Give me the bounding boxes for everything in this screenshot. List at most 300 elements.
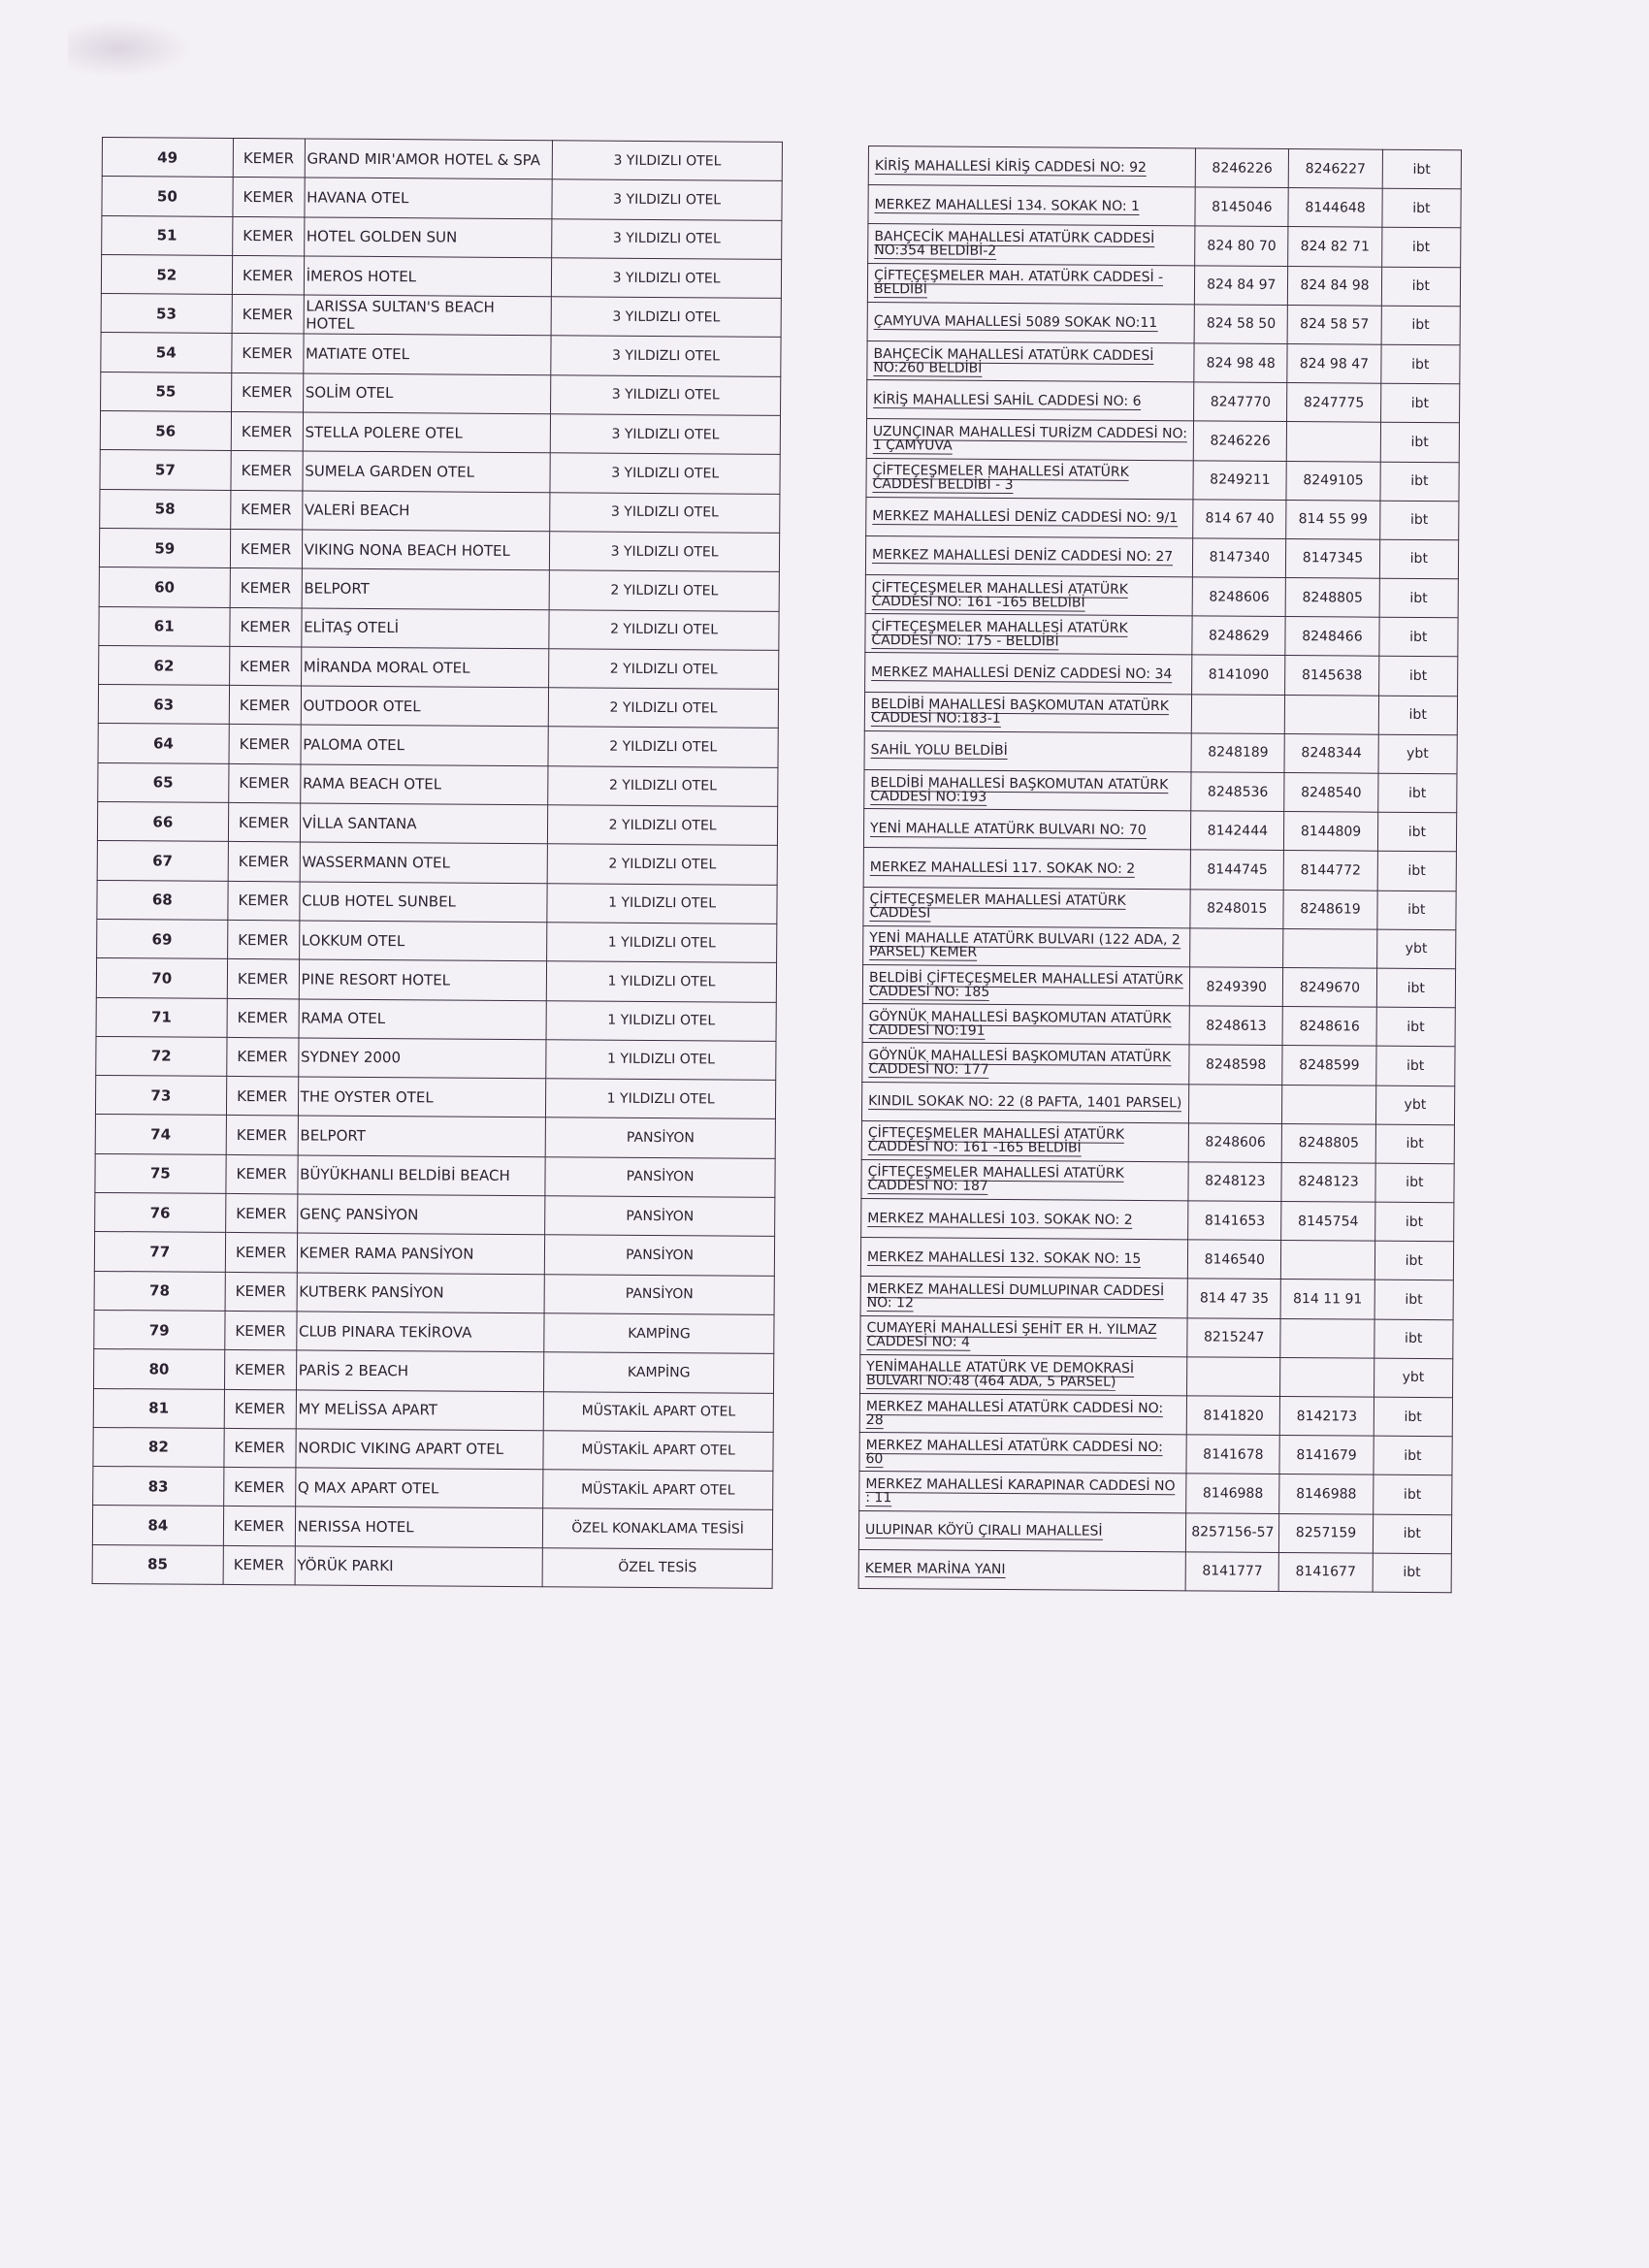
fax-cell: 8248616 xyxy=(1282,1007,1375,1047)
phone-cell: 8248598 xyxy=(1189,1045,1282,1085)
facility-name-cell: KEMER RAMA PANSİYON xyxy=(297,1233,545,1274)
district-cell: KEMER xyxy=(233,138,305,178)
category-cell: MÜSTAKİL APART OTEL xyxy=(543,1431,773,1472)
facility-row xyxy=(97,841,777,885)
address-row xyxy=(860,1315,1453,1358)
facility-name-cell: MİRANDA MORAL OTEL xyxy=(301,647,549,688)
address-cell xyxy=(868,224,1195,266)
facility-name-cell: ELİTAŞ OTELİ xyxy=(301,608,549,649)
facility-name-cell: CLUB HOTEL SUNBEL xyxy=(299,882,547,923)
phone-cell: 8145046 xyxy=(1195,187,1288,227)
phone-cell: 8144745 xyxy=(1190,850,1283,890)
facility-name-cell: BÜYÜKHANLI BELDİBİ BEACH xyxy=(298,1155,546,1196)
district-cell: KEMER xyxy=(225,1154,297,1194)
address-row xyxy=(865,575,1458,618)
phone-cell: 8248536 xyxy=(1191,772,1284,812)
address-row xyxy=(867,340,1460,383)
row-number: 58 xyxy=(100,489,231,529)
district-cell: KEMER xyxy=(223,1468,295,1507)
address-row xyxy=(864,769,1457,812)
facility-row xyxy=(94,1271,774,1314)
address-text: BELDİBİ MAHALLESİ BAŞKOMUTAN ATATÜRK CADDESİ NO:183-1 xyxy=(870,697,1169,728)
fax-cell xyxy=(1280,1318,1374,1358)
address-row xyxy=(858,1549,1451,1592)
facility-name-cell: STELLA POLERE OTEL xyxy=(303,412,551,453)
fax-cell: 8141679 xyxy=(1279,1436,1373,1475)
phone-cell xyxy=(1190,928,1283,968)
type-cell: ibt xyxy=(1374,1241,1454,1280)
fax-cell: 824 58 57 xyxy=(1287,305,1380,344)
fax-cell: 8144648 xyxy=(1288,188,1381,228)
facility-row xyxy=(99,567,779,611)
category-cell: 1 YILDIZLI OTEL xyxy=(547,883,777,923)
address-table xyxy=(858,146,1462,1593)
fax-cell xyxy=(1281,1241,1374,1280)
row-number: 57 xyxy=(100,450,231,490)
phone-cell xyxy=(1189,1084,1282,1123)
facility-name-cell: VIKING NONA BEACH HOTEL xyxy=(302,530,550,570)
address-row xyxy=(861,1082,1454,1124)
address-cell xyxy=(866,419,1193,461)
address-row xyxy=(867,302,1460,344)
phone-cell xyxy=(1187,1357,1280,1397)
address-row xyxy=(868,185,1461,228)
facility-name-cell: Q MAX APART OTEL xyxy=(295,1468,543,1508)
facility-name-cell: LARISSA SULTAN'S BEACH HOTEL xyxy=(304,295,552,336)
type-cell: ibt xyxy=(1373,1553,1452,1593)
address-row xyxy=(860,1354,1453,1397)
type-cell: ibt xyxy=(1377,773,1457,813)
phone-cell: 8142444 xyxy=(1191,811,1284,851)
facility-row xyxy=(93,1467,773,1510)
district-cell: KEMER xyxy=(226,1037,298,1077)
district-cell: KEMER xyxy=(224,1389,296,1429)
row-number: 53 xyxy=(101,294,232,334)
type-cell: ibt xyxy=(1381,228,1461,268)
address-text: MERKEZ MAHALLESİ DENİZ CADDESİ NO: 34 xyxy=(871,664,1173,683)
district-cell: KEMER xyxy=(228,763,300,803)
row-number: 71 xyxy=(96,997,227,1037)
address-row xyxy=(865,535,1458,578)
row-number: 85 xyxy=(92,1544,223,1584)
fax-cell: 8248540 xyxy=(1284,773,1377,813)
facility-row xyxy=(102,177,782,220)
category-cell: 3 YILDIZLI OTEL xyxy=(552,179,782,220)
address-text: UZUNÇINAR MAHALLESİ TURİZM CADDESİ NO: 1 ÇAMYUVA xyxy=(872,423,1188,454)
district-cell: KEMER xyxy=(227,998,299,1038)
address-row xyxy=(867,380,1460,423)
category-cell: KAMPİNG xyxy=(544,1352,774,1393)
district-cell: KEMER xyxy=(231,412,303,452)
address-row xyxy=(859,1433,1452,1475)
district-cell: KEMER xyxy=(227,881,299,921)
facility-row xyxy=(99,528,779,571)
phone-cell xyxy=(1191,694,1284,733)
address-text: SAHİL YOLU BELDİBİ xyxy=(870,742,1008,760)
address-row xyxy=(858,1510,1451,1553)
category-cell: 1 YILDIZLI OTEL xyxy=(546,1079,776,1119)
phone-cell: 8248189 xyxy=(1191,733,1284,773)
phone-cell: 8248606 xyxy=(1188,1123,1281,1163)
district-cell: KEMER xyxy=(225,1272,297,1312)
facility-name-cell: NERISSA HOTEL xyxy=(295,1507,543,1547)
facility-row xyxy=(95,1115,775,1158)
address-cell xyxy=(865,653,1192,695)
type-cell: ibt xyxy=(1374,1202,1454,1242)
address-cell xyxy=(866,497,1193,538)
row-number: 62 xyxy=(99,645,230,685)
fax-cell: 824 82 71 xyxy=(1288,227,1381,267)
district-cell: KEMER xyxy=(225,1193,297,1233)
phone-cell: 8248629 xyxy=(1192,616,1285,656)
address-row xyxy=(859,1472,1452,1514)
address-cell xyxy=(861,1120,1188,1162)
district-cell: KEMER xyxy=(230,529,302,568)
row-number: 82 xyxy=(93,1427,224,1467)
row-number: 63 xyxy=(98,685,229,725)
fax-cell: 8142173 xyxy=(1280,1396,1374,1436)
facility-row xyxy=(101,294,781,338)
address-row xyxy=(865,653,1458,696)
address-text: ULUPINAR KÖYÜ ÇIRALI MAHALLESİ xyxy=(864,1522,1103,1539)
address-text: MERKEZ MAHALLESİ 134. SOKAK NO: 1 xyxy=(874,196,1141,214)
facility-row xyxy=(93,1427,773,1471)
fax-cell: 8249105 xyxy=(1286,461,1379,501)
address-cell xyxy=(862,1043,1189,1085)
row-number: 69 xyxy=(97,919,228,958)
facility-table-body xyxy=(92,138,782,1589)
address-row xyxy=(862,1004,1455,1047)
district-cell: KEMER xyxy=(223,1545,295,1585)
category-cell: 1 YILDIZLI OTEL xyxy=(546,1040,776,1081)
address-row xyxy=(864,692,1457,734)
facility-name-cell: CLUB PINARA TEKİROVA xyxy=(296,1312,544,1352)
fax-cell: 8248466 xyxy=(1285,617,1378,657)
facility-name-cell: YÖRÜK PARKI xyxy=(295,1546,543,1587)
type-cell: ibt xyxy=(1377,812,1457,852)
district-cell: KEMER xyxy=(231,334,303,373)
address-cell xyxy=(859,1472,1186,1513)
address-cell xyxy=(862,964,1189,1006)
fax-cell: 8257159 xyxy=(1279,1513,1373,1553)
category-cell: 3 YILDIZLI OTEL xyxy=(550,492,780,533)
row-number: 55 xyxy=(101,372,232,411)
facility-name-cell: THE OYSTER OTEL xyxy=(298,1077,546,1118)
address-cell xyxy=(863,925,1190,967)
fax-cell: 814 11 91 xyxy=(1280,1280,1374,1319)
phone-cell: 8248015 xyxy=(1190,889,1283,928)
category-cell: 2 YILDIZLI OTEL xyxy=(549,570,779,611)
address-cell xyxy=(858,1510,1185,1552)
address-text: ÇİFTEÇEŞMELER MAHALLESİ ATATÜRK CADDESİ NO: 161 -165 BELDİBİ xyxy=(867,1125,1125,1156)
facility-name-cell: PINE RESORT HOTEL xyxy=(299,959,547,1000)
facility-row xyxy=(95,1076,775,1119)
address-text: ÇİFTEÇEŞMELER MAHALLESİ ATATÜRK CADDESİ NO: 175 - BELDİBİ xyxy=(871,618,1128,650)
address-row xyxy=(866,458,1459,501)
category-cell: 3 YILDIZLI OTEL xyxy=(551,375,781,416)
facility-row xyxy=(101,254,781,298)
type-cell: ybt xyxy=(1375,1085,1455,1125)
type-cell: ibt xyxy=(1378,657,1458,697)
district-cell: KEMER xyxy=(223,1507,295,1546)
category-cell: 3 YILDIZLI OTEL xyxy=(550,414,780,455)
fax-cell: 8248344 xyxy=(1284,733,1377,773)
address-cell xyxy=(864,769,1191,811)
facility-row xyxy=(96,958,776,1002)
address-row xyxy=(861,1199,1454,1242)
address-text: MERKEZ MAHALLESİ DENİZ CADDESİ NO: 27 xyxy=(871,547,1174,566)
facility-row xyxy=(97,880,777,923)
address-text: BAHÇECİK MAHALLESİ ATATÜRK CADDESİ NO:354 BELDİBİ-2 xyxy=(874,229,1155,259)
row-number: 59 xyxy=(99,528,230,567)
category-cell: 2 YILDIZLI OTEL xyxy=(547,844,777,885)
facility-row xyxy=(93,1349,773,1393)
address-cell xyxy=(868,146,1195,188)
category-cell: MÜSTAKİL APART OTEL xyxy=(543,1391,773,1432)
address-text: ÇİFTEÇEŞMELER MAHALLESİ ATATÜRK CADDESİ NO: 187 xyxy=(867,1164,1124,1195)
address-text: BELDİBİ ÇİFTEÇEŞMELER MAHALLESİ ATATÜRK CADDESİ NO: 185 xyxy=(868,969,1183,1000)
category-cell: 3 YILDIZLI OTEL xyxy=(551,297,781,338)
address-text: MERKEZ MAHALLESİ 132. SOKAK NO: 15 xyxy=(866,1248,1142,1267)
row-number: 49 xyxy=(102,138,233,178)
fax-cell: 8145638 xyxy=(1285,656,1378,696)
facility-row xyxy=(99,645,779,689)
address-cell xyxy=(863,887,1190,928)
row-number: 56 xyxy=(100,411,231,451)
address-cell xyxy=(860,1238,1187,1280)
address-cell xyxy=(862,1004,1189,1046)
type-cell: ibt xyxy=(1380,344,1460,384)
address-cell xyxy=(860,1354,1187,1396)
phone-cell: 824 58 50 xyxy=(1194,305,1287,344)
facility-name-cell: SUMELA GARDEN OTEL xyxy=(303,451,551,492)
category-cell: 3 YILDIZLI OTEL xyxy=(551,336,781,376)
phone-cell: 8141090 xyxy=(1192,655,1285,695)
type-cell: ibt xyxy=(1374,1436,1453,1475)
row-number: 54 xyxy=(101,333,232,373)
row-number: 70 xyxy=(96,958,227,998)
address-row xyxy=(866,497,1459,539)
type-cell: ibt xyxy=(1376,1007,1456,1047)
address-row xyxy=(860,1277,1453,1319)
fax-cell: 8248805 xyxy=(1286,578,1379,618)
facility-name-cell: LOKKUM OTEL xyxy=(299,921,547,961)
address-text: YENİMAHALLE ATATÜRK VE DEMOKRASİ BULVARI NO:48 (464 ADA, 5 PARSEL) xyxy=(866,1359,1135,1391)
facility-row xyxy=(95,1192,775,1236)
facility-name-cell: KUTBERK PANSİYON xyxy=(297,1273,545,1313)
category-cell: PANSİYON xyxy=(545,1235,775,1276)
address-text: MERKEZ MAHALLESİ 103. SOKAK NO: 2 xyxy=(867,1210,1133,1228)
type-cell: ibt xyxy=(1381,267,1461,307)
address-text: GÖYNÜK MAHALLESİ BAŞKOMUTAN ATATÜRK CADDESİ NO:191 xyxy=(868,1008,1172,1039)
facility-row xyxy=(101,333,781,376)
address-row xyxy=(866,419,1459,462)
address-text: BAHÇECİK MAHALLESİ ATATÜRK CADDESİ NO:260 BELDİBİ xyxy=(873,345,1154,376)
row-number: 74 xyxy=(95,1115,226,1154)
facility-name-cell: RAMA BEACH OTEL xyxy=(300,764,548,805)
row-number: 68 xyxy=(97,880,228,920)
phone-cell: 8141777 xyxy=(1185,1552,1278,1592)
district-cell: KEMER xyxy=(224,1350,296,1390)
address-text: MERKEZ MAHALLESİ DENİZ CADDESİ NO: 9/1 xyxy=(872,508,1179,527)
fax-cell xyxy=(1282,1085,1375,1124)
phone-cell: 814 67 40 xyxy=(1193,500,1286,539)
address-cell xyxy=(863,848,1190,890)
address-text: MERKEZ MAHALLESİ ATATÜRK CADDESİ NO: 60 xyxy=(865,1437,1163,1467)
district-cell: KEMER xyxy=(228,842,300,882)
row-number: 50 xyxy=(102,177,233,216)
address-cell xyxy=(859,1393,1186,1435)
address-row xyxy=(865,614,1458,657)
facility-name-cell: PALOMA OTEL xyxy=(301,725,549,765)
facility-name-cell: MATIATE OTEL xyxy=(303,334,551,374)
phone-cell: 824 84 97 xyxy=(1195,265,1288,305)
address-cell xyxy=(861,1159,1188,1201)
facility-name-cell: PARİS 2 BEACH xyxy=(296,1350,544,1391)
type-cell: ibt xyxy=(1378,696,1458,735)
row-number: 80 xyxy=(93,1349,224,1389)
fax-cell: 8147345 xyxy=(1286,538,1379,578)
district-cell: KEMER xyxy=(229,646,301,686)
fax-cell xyxy=(1285,695,1378,734)
district-cell: KEMER xyxy=(225,1233,297,1273)
category-cell: 3 YILDIZLI OTEL xyxy=(550,532,780,572)
category-cell: 2 YILDIZLI OTEL xyxy=(548,727,778,767)
address-cell xyxy=(868,185,1195,227)
fax-cell: 8248123 xyxy=(1281,1162,1374,1202)
category-cell: PANSİYON xyxy=(545,1196,775,1237)
category-cell: KAMPİNG xyxy=(544,1313,774,1354)
phone-cell: 8249211 xyxy=(1193,460,1286,500)
facility-name-cell: VİLLA SANTANA xyxy=(300,803,548,844)
phone-cell: 8248613 xyxy=(1189,1006,1282,1046)
facility-name-cell: BELPORT xyxy=(302,568,550,609)
address-row xyxy=(861,1120,1454,1163)
facility-row xyxy=(93,1388,773,1432)
facility-name-cell: MY MELİSSA APART xyxy=(296,1389,544,1430)
phone-cell: 8249390 xyxy=(1190,967,1283,1007)
category-cell: ÖZEL KONAKLAMA TESİSİ xyxy=(543,1508,773,1549)
address-row xyxy=(860,1238,1453,1280)
type-cell: ibt xyxy=(1376,891,1456,930)
address-row xyxy=(863,925,1456,968)
row-number: 65 xyxy=(98,762,229,802)
address-text: CUMAYERİ MAHALLESİ ŞEHİT ER H. YILMAZ CADDESİ NO: 4 xyxy=(866,1320,1157,1350)
phone-cell: 8246226 xyxy=(1195,148,1288,188)
phone-cell: 824 98 48 xyxy=(1194,343,1287,383)
facility-name-cell: GRAND MIR'AMOR HOTEL & SPA xyxy=(305,139,553,179)
row-number: 75 xyxy=(95,1153,226,1193)
type-cell: ibt xyxy=(1377,852,1457,891)
phone-cell: 8147340 xyxy=(1193,538,1286,578)
fax-cell: 8141677 xyxy=(1278,1552,1372,1592)
fax-cell: 824 84 98 xyxy=(1288,266,1381,306)
address-text: KİRİŞ MAHALLESİ SAHİL CADDESİ NO: 6 xyxy=(873,391,1142,409)
address-cell xyxy=(864,730,1191,772)
facility-row xyxy=(98,724,778,767)
row-number: 79 xyxy=(94,1310,225,1349)
type-cell: ibt xyxy=(1379,539,1459,579)
fax-cell: 8248805 xyxy=(1282,1123,1375,1163)
type-cell: ibt xyxy=(1380,383,1460,423)
facility-row xyxy=(102,138,782,181)
fax-cell: 814 55 99 xyxy=(1286,500,1379,539)
type-cell: ybt xyxy=(1378,734,1458,774)
type-cell: ibt xyxy=(1379,501,1459,540)
address-row xyxy=(868,224,1461,267)
fax-cell: 8144809 xyxy=(1284,812,1377,852)
address-text: KİRİŞ MAHALLESİ KİRİŞ CADDESİ NO: 92 xyxy=(874,157,1148,176)
facility-name-cell: BELPORT xyxy=(298,1116,546,1156)
facility-table xyxy=(92,137,783,1589)
address-row xyxy=(862,1043,1455,1085)
address-cell xyxy=(864,692,1191,733)
district-cell: KEMER xyxy=(231,451,303,491)
address-row xyxy=(864,730,1457,773)
facility-row xyxy=(102,215,782,259)
type-cell: ibt xyxy=(1376,968,1456,1008)
district-cell: KEMER xyxy=(231,373,303,412)
district-cell: KEMER xyxy=(227,959,299,999)
phone-cell: 8246226 xyxy=(1193,421,1286,461)
district-cell: KEMER xyxy=(229,686,301,726)
facility-row xyxy=(100,489,780,533)
phone-cell: 8257156-57 xyxy=(1186,1512,1279,1552)
row-number: 81 xyxy=(93,1388,224,1428)
address-text: KINDIL SOKAK NO: 22 (8 PAFTA, 1401 PARSEL) xyxy=(868,1093,1182,1112)
fax-cell xyxy=(1280,1357,1374,1397)
phone-cell: 8215247 xyxy=(1187,1317,1280,1357)
district-cell: KEMER xyxy=(232,295,304,335)
address-text: ÇİFTEÇEŞMELER MAHALLESİ ATATÜRK CADDESİ NO: 161 -165 BELDİBİ xyxy=(871,579,1129,611)
category-cell: PANSİYON xyxy=(544,1274,774,1314)
facility-row xyxy=(94,1232,774,1276)
address-cell xyxy=(867,263,1194,305)
fax-cell: 824 98 47 xyxy=(1287,343,1380,383)
address-cell xyxy=(867,380,1194,422)
facility-row xyxy=(96,997,776,1041)
category-cell: 2 YILDIZLI OTEL xyxy=(548,765,778,806)
fax-cell: 8145754 xyxy=(1281,1202,1374,1242)
phone-cell: 8248123 xyxy=(1188,1162,1281,1202)
category-cell: 3 YILDIZLI OTEL xyxy=(552,141,782,181)
facility-name-cell: NORDIC VIKING APART OTEL xyxy=(296,1429,544,1470)
type-cell: ibt xyxy=(1373,1514,1452,1554)
phone-cell: 824 80 70 xyxy=(1195,226,1288,266)
district-cell: KEMER xyxy=(229,607,301,647)
district-cell: KEMER xyxy=(227,920,299,959)
type-cell: ibt xyxy=(1380,462,1460,502)
address-row xyxy=(862,964,1455,1007)
facility-row xyxy=(92,1506,772,1549)
row-number: 76 xyxy=(95,1192,226,1232)
facility-row xyxy=(101,372,781,415)
address-cell xyxy=(865,614,1192,656)
category-cell: 3 YILDIZLI OTEL xyxy=(552,258,782,299)
address-row xyxy=(863,848,1456,891)
category-cell: 2 YILDIZLI OTEL xyxy=(549,649,779,690)
fax-cell: 8248619 xyxy=(1283,890,1376,929)
fax-cell: 8247775 xyxy=(1287,383,1380,423)
facility-row xyxy=(98,762,778,806)
facility-row xyxy=(96,1036,776,1080)
address-text: ÇİFTEÇEŞMELER MAHALLESİ ATATÜRK CADDESİ xyxy=(869,891,1126,922)
address-text: GÖYNÜK MAHALLESİ BAŞKOMUTAN ATATÜRK CADDESİ NO: 177 xyxy=(868,1047,1172,1078)
row-number: 67 xyxy=(97,841,228,881)
facility-name-cell: GENÇ PANSİYON xyxy=(297,1194,545,1235)
district-cell: KEMER xyxy=(230,568,302,608)
category-cell: 2 YILDIZLI OTEL xyxy=(548,688,778,729)
